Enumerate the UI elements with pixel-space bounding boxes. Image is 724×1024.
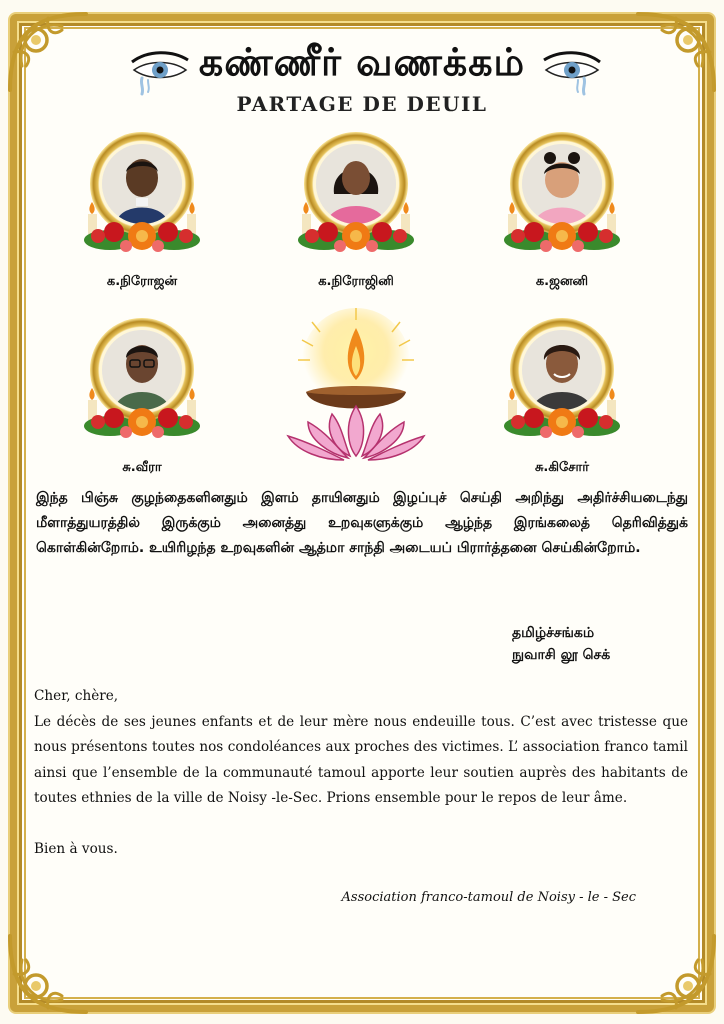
portrait-name: சு.வீரா xyxy=(122,460,162,475)
tamil-title: கண்ணீர் வணக்கம் xyxy=(198,40,526,84)
portrait-name: க.நிரோஜினி xyxy=(318,274,394,289)
portrait-name: சு.கிசோர் xyxy=(534,460,590,475)
french-letter xyxy=(34,684,688,862)
candle-flowers-icon xyxy=(294,202,418,272)
letter-closing: Bien à vous. xyxy=(34,840,118,857)
candle-flowers-icon xyxy=(80,202,204,272)
corner-ornament-icon xyxy=(2,928,94,1020)
letter-body: Le décès de ses jeunes enfants et de leur mère nous endeuille tous. C’est avec tristesse que nous présentons toutes nos condoléances aux proches des victimes. L’ association franco tamil ainsi que l’ensemble de la communauté tamoul apporte leur soutien auprès des habitants de toutes ethnies de la ville de Noisy -le-Sec. Prions ensemble pour le repos de leur âme. xyxy=(34,713,688,806)
tamil-signature-line: தமிழ்ச்சங்கம் xyxy=(512,625,595,641)
letter-greeting: Cher, chère, xyxy=(34,688,119,704)
tamil-signature-line: நுவாசி லூ செக் xyxy=(512,647,611,663)
portrait-medallion xyxy=(80,132,204,290)
candle-flowers-icon xyxy=(500,202,624,272)
corner-ornament-icon xyxy=(630,928,722,1020)
french-title: PARTAGE DE DEUIL xyxy=(236,92,488,116)
candle-flowers-icon xyxy=(80,388,204,458)
tamil-condolence-message: இந்த பிஞ்சு குழந்தைகளினதும் இளம் தாயினதும் இழப்புச் செய்தி அறிந்து அதிர்ச்சியடைந்து மீளாத்துயரத்தில் இருக்கும் அனைத்து உறவுகளுக்கும் ஆழ்ந்த இரங்கலைத் தெரிவித்துக் கொள்கின்றோம். உயிரிழந்த உறவுகளின் ஆத்மா சாந்தி அடையப் பிரார்த்தனை செய்கின்றோம். xyxy=(36,490,688,556)
portrait-medallion xyxy=(500,318,624,476)
oil-lamp-lotus-icon xyxy=(282,306,430,466)
portrait-name: க.ஜனனி xyxy=(535,274,589,289)
portrait-name: க.நிரோஜன் xyxy=(106,274,178,289)
portrait-medallion xyxy=(500,132,624,290)
portrait-medallion xyxy=(80,318,204,476)
candle-flowers-icon xyxy=(500,388,624,458)
tamil-signature xyxy=(512,622,610,666)
association-signature: Association franco-tamoul de Noisy - le - Sec xyxy=(341,890,636,905)
portrait-medallion xyxy=(294,132,418,290)
